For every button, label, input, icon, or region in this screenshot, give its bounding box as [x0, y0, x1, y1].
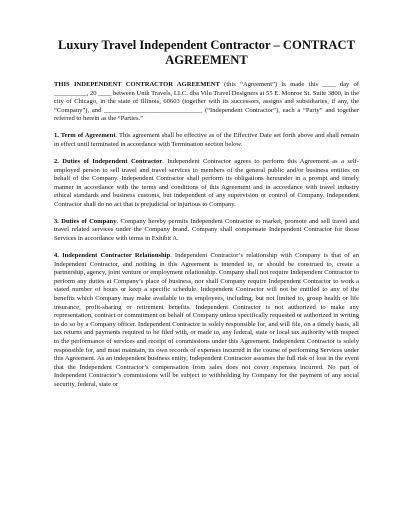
- intro-lead: THIS INDEPENDENT CONTRACTOR AGREEMENT: [54, 81, 220, 88]
- section-heading: 3. Duties of Company: [54, 217, 117, 225]
- title-line-2: AGREEMENT: [165, 53, 248, 67]
- section-heading: 2. Duties of Independent Contractor: [54, 157, 163, 165]
- section-text: . Company hereby permits Independent Contractor to market, promote and sell travel and travel related services under the Company brand. Company shall compensate Independent Contractor for those Services in accordance with terms in Exhibit A.: [54, 217, 359, 243]
- section-text: . Independent Contractor’s relationship with Company is that of an Independent Contractor, and nothing in this Agreement is intended to, or should be construed to, create a partnership, agency, joint venture or employment relationship. Company shall not require Independent Contractor to perform any duties at Company’s place of business, nor shall Company require Independent Contractor to work a stated number of hours or keep a specific schedule. Independent Contractor will not be entitled to any of the benefits which Company may make available to its employees, including, but not limited to, group health or life insurance, profit-sharing or retirement benefits. Independent Contractor is not authorized to make any representation, contract or commitment on behalf of Company unless specifically requested or authorized in writing to do so by a Company officer. Independent Contractor is solely responsible for, and will file, on a timely basis, all tax returns and payments required to be filed with, or made to, any federal, state or local tax authority with respect to the performance of services and receipt of commissions under this Agreement. Independent Contractor is solely responsible for, and must maintain, its own records of expenses incurred in the course of performing Services under this Agreement. As an independent business entity, Independent Contractor assumes the full risk of loss in the event that the Independent Contractor’s compensation from sales does not cover expenses incurred. No part of Independent Contractor’s commissions will be subject to withholding by Company for the payment of any social security, federal, state or: [54, 252, 359, 388]
- intro-text: (this “Agreement”) is made this ____ day of __________, 20 ____ between Unik Travels, LLC. dba Vilu Travel Designers at 55 E. Monroe St. Suite 3800, in the city of Chicago, in the state of Illinois, 60603 (together with its successors, assigns and subsidiaries, if any, the “Company”), and ______________________________ (“Independent Contractor”), each a “Party” and together referred to herein as the “Parties.”: [54, 81, 360, 123]
- section-heading: 1. Term of Agreement: [54, 132, 116, 140]
- title-line-1: Luxury Travel Independent Contractor – CONTRACT: [57, 38, 356, 52]
- section-text: . This agreement shall be effective as of the Effective Date set forth above and shall remain in effect until terminated in accordance with Termination section below.: [54, 132, 360, 148]
- section-duties-of-contractor: [54, 158, 359, 210]
- section-heading: 4. Independent Contractor Relationship: [54, 252, 171, 260]
- section-term-of-agreement: [54, 132, 359, 149]
- section-text: . Independent Contractor agrees to perform this Agreement as a self-employed person to sell travel and travel services to members of the general public and/or business entities on behalf of the Company. Independent Contractor shall perform its obligations hereunder in a prompt and timely manner in accordance with the terms and conditions of this Agreement and in accordance with travel industry ethical standards and business customs, but independent of any supervision or control of Company. Independent Contractor shall do no act that is prejudicial or injurious to Company.: [54, 157, 359, 208]
- document-title: [54, 38, 359, 68]
- section-duties-of-company: [54, 218, 359, 244]
- intro-paragraph: [54, 81, 359, 124]
- section-contractor-relationship: [54, 252, 359, 390]
